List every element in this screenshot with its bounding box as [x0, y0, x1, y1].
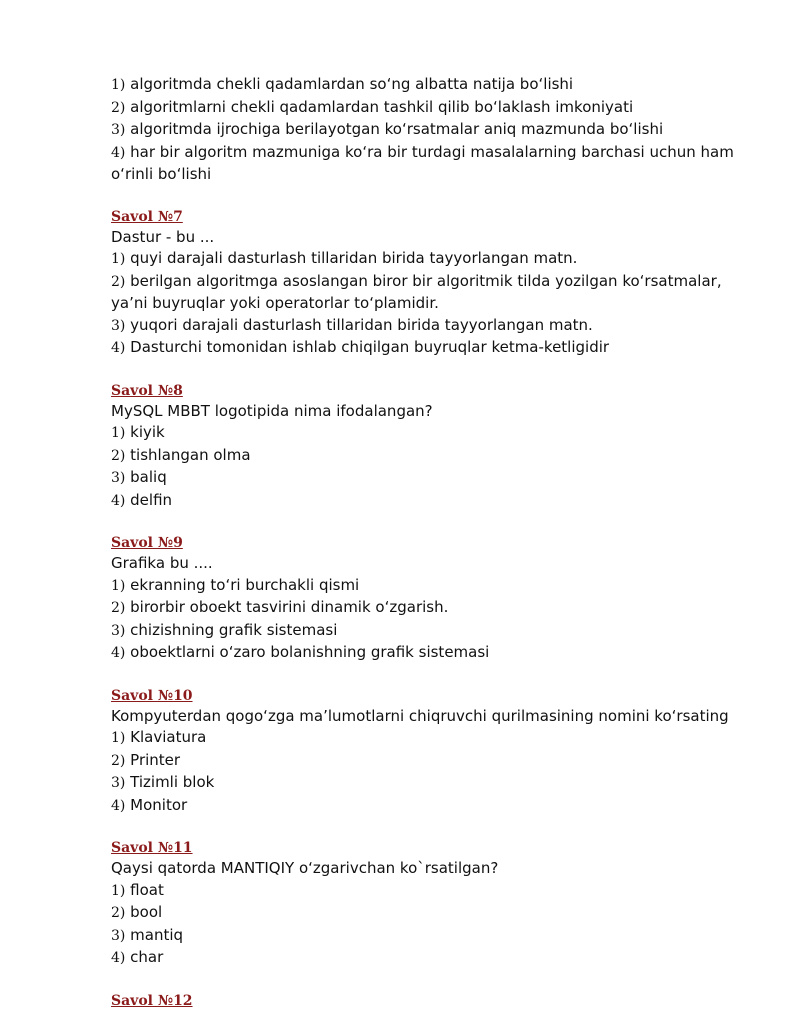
- option-number: 2): [111, 99, 126, 116]
- option-text: mantiq: [130, 925, 184, 944]
- option-3: [111, 315, 751, 338]
- option-2: [111, 902, 751, 925]
- question-10: [111, 686, 751, 818]
- option-text: algoritmda ijrochiga berilayotgan ko‘rsatmalar aniq mazmunda bo‘lishi: [130, 120, 664, 138]
- option-1: [111, 727, 751, 750]
- option-number: 1): [111, 251, 126, 267]
- option-3: [111, 620, 751, 643]
- option-number: 2): [111, 600, 126, 616]
- option-2: [111, 445, 751, 468]
- option-3: [111, 119, 751, 142]
- option-text: har bir algoritm mazmuniga ko‘ra bir turdagi masalalarning barchasi uchun ham o‘rinli bo‘lishi: [111, 142, 734, 183]
- option-2: [111, 271, 751, 315]
- option-1: [111, 575, 751, 598]
- option-text: ekranning to‘ri burchakli qismi: [130, 575, 360, 594]
- question-11: [111, 838, 751, 970]
- question-heading: Savol №11: [111, 840, 193, 856]
- question-heading: Savol №7: [111, 208, 183, 225]
- option-2: [111, 750, 751, 773]
- option-text: chizishning grafik sistemasi: [130, 620, 338, 639]
- option-1: [111, 880, 751, 903]
- question-12: [111, 991, 751, 1011]
- question-9: [111, 533, 751, 665]
- option-text: kiyik: [130, 423, 165, 441]
- option-number: 4): [111, 144, 126, 161]
- option-text: algoritmda chekli qadamlardan so‘ng albatta natija bo‘lishi: [130, 75, 574, 93]
- option-number: 3): [111, 470, 126, 486]
- option-text: Printer: [130, 750, 181, 769]
- option-number: 3): [111, 927, 126, 944]
- option-number: 4): [111, 492, 126, 509]
- option-text: berilgan algoritmga asoslangan biror bir algoritmik tilda yozilgan ko‘rsatmalar, ya’ni buyruqlar yoki operatorlar to‘plamidir.: [111, 271, 722, 312]
- option-number: 3): [111, 122, 126, 138]
- option-2: [111, 597, 751, 620]
- question-7: [111, 207, 751, 360]
- option-1: [111, 422, 751, 445]
- question-heading: Savol №12: [111, 992, 193, 1009]
- option-number: 4): [111, 340, 126, 356]
- option-text: Monitor: [130, 795, 188, 814]
- option-text: oboektlarni o‘zaro bolanishning grafik sistemasi: [130, 643, 490, 661]
- question-8: [111, 381, 751, 513]
- option-number: 2): [111, 905, 126, 921]
- option-text: tishlangan olma: [130, 445, 251, 464]
- option-number: 2): [111, 752, 126, 769]
- option-text: Dasturchi tomonidan ishlab chiqilgan buyruqlar ketma-ketligidir: [130, 338, 610, 356]
- question-text: Dastur - bu ...: [111, 227, 215, 246]
- option-text: Klaviatura: [130, 728, 207, 746]
- option-4: [111, 795, 751, 818]
- option-number: 3): [111, 622, 126, 639]
- option-4: [111, 947, 751, 970]
- option-number: 2): [111, 447, 126, 464]
- option-number: 1): [111, 577, 126, 594]
- question-heading: Savol №8: [111, 382, 183, 399]
- option-text: bool: [130, 903, 163, 921]
- option-text: baliq: [130, 468, 167, 486]
- option-number: 2): [111, 273, 126, 290]
- question-heading: Savol №10: [111, 687, 193, 704]
- option-4: [111, 642, 751, 665]
- option-text: delfin: [130, 490, 173, 509]
- question-heading: Savol №9: [111, 535, 183, 551]
- option-4: [111, 490, 751, 513]
- question-text: Qaysi qatorda MANTIQIY o‘zgarivchan ko`rsatilgan?: [111, 859, 499, 877]
- option-3: [111, 467, 751, 490]
- option-4: [111, 337, 751, 360]
- option-number: 1): [111, 425, 126, 441]
- option-number: 4): [111, 950, 126, 966]
- option-number: 4): [111, 645, 126, 661]
- option-text: Tizimli blok: [130, 773, 215, 791]
- option-4: [111, 142, 751, 186]
- option-number: 3): [111, 775, 126, 791]
- option-text: float: [130, 880, 164, 899]
- option-number: 3): [111, 317, 126, 334]
- option-2: [111, 97, 751, 120]
- option-number: 1): [111, 730, 126, 746]
- option-3: [111, 772, 751, 795]
- question-text: Kompyuterdan qogo‘zga ma’lumotlarni chiqruvchi qurilmasining nomini ko‘rsating: [111, 706, 729, 725]
- question-text: MySQL MBBT logotipida nima ifodalangan?: [111, 401, 433, 420]
- option-text: yuqori darajali dasturlash tillaridan birida tayyorlangan matn.: [130, 315, 593, 334]
- option-3: [111, 925, 751, 948]
- question-text: Grafika bu ....: [111, 554, 213, 572]
- option-number: 1): [111, 77, 126, 93]
- option-text: char: [130, 948, 164, 966]
- option-number: 4): [111, 797, 126, 814]
- option-text: algoritmlarni chekli qadamlardan tashkil qilib bo‘laklash imkoniyati: [130, 97, 634, 116]
- document-page: [111, 74, 751, 1011]
- option-text: birorbir oboekt tasvirini dinamik o‘zgarish.: [130, 598, 449, 616]
- question-6-options: [111, 74, 751, 186]
- option-text: quyi darajali dasturlash tillaridan birida tayyorlangan matn.: [130, 249, 578, 267]
- option-number: 1): [111, 882, 126, 899]
- option-1: [111, 74, 751, 97]
- option-1: [111, 248, 751, 271]
